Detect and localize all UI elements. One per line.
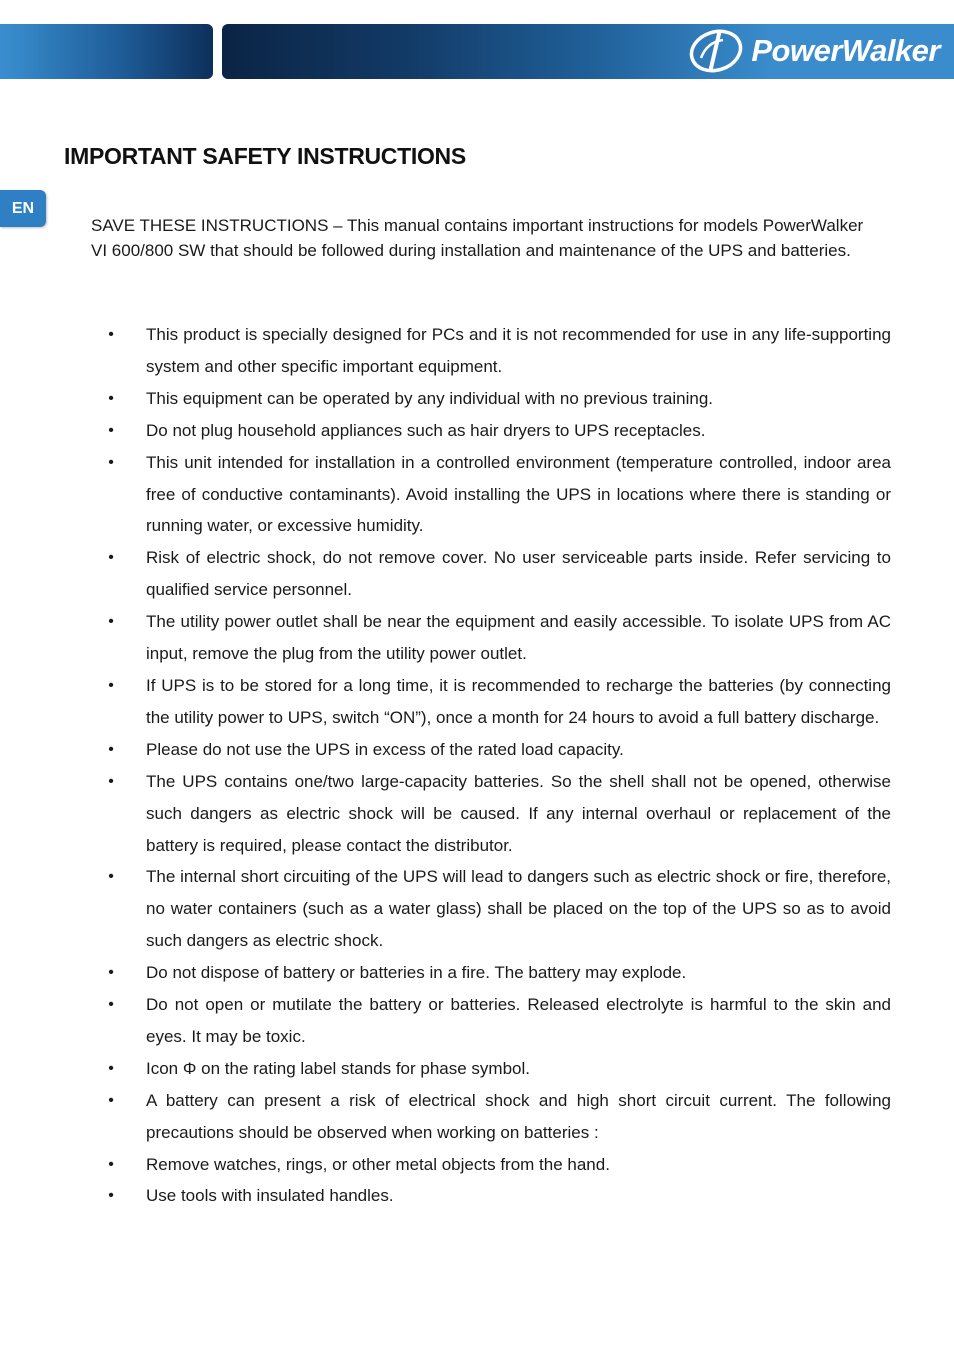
list-item-text: Icon Φ on the rating label stands for phase symbol. bbox=[146, 1058, 531, 1078]
list-item bbox=[91, 606, 891, 670]
bullet-icon: • bbox=[108, 613, 114, 631]
list-item bbox=[91, 861, 891, 957]
list-item bbox=[91, 447, 891, 543]
list-item-text: Please do not use the UPS in excess of the rated load capacity. bbox=[146, 739, 624, 759]
intro-paragraph: SAVE THESE INSTRUCTIONS – This manual contains important instructions for models PowerWalker VI 600/800 SW that should be followed during installation and maintenance of the UPS and batteries. bbox=[91, 216, 864, 260]
list-item bbox=[91, 1053, 891, 1085]
list-item-text: The internal short circuiting of the UPS will lead to dangers such as electric shock or fire, therefore, no water containers (such as a water glass) shall be placed on the top of the UPS so as to avoid such dangers as electric shock. bbox=[146, 867, 891, 951]
list-item-text: Do not dispose of battery or batteries in a fire. The battery may explode. bbox=[146, 963, 687, 983]
list-item-text: Do not plug household appliances such as hair dryers to UPS receptacles. bbox=[146, 420, 706, 440]
list-item bbox=[91, 415, 891, 447]
page-title: IMPORTANT SAFETY INSTRUCTIONS bbox=[64, 143, 466, 169]
list-item bbox=[91, 766, 891, 862]
bullet-icon: • bbox=[108, 326, 114, 343]
bullet-icon: • bbox=[108, 389, 114, 407]
list-item-text: Do not open or mutilate the battery or batteries. Released electrolyte is harmful to the skin and eyes. It may be toxic. bbox=[146, 995, 891, 1046]
bullet-icon: • bbox=[108, 772, 114, 790]
bullet-icon: • bbox=[108, 676, 114, 694]
list-item-text: Risk of electric shock, do not remove cover. No user serviceable parts inside. Refer servicing to qualified service personnel. bbox=[146, 548, 891, 600]
list-item-text: If UPS is to be stored for a long time, it is recommended to recharge the batteries (by connecting the utility power to UPS, switch “ON”), once a month for 24 hours to avoid a full battery discharge. bbox=[146, 675, 891, 727]
brand-logo bbox=[687, 26, 940, 76]
header-bar-left bbox=[0, 24, 213, 79]
list-item bbox=[91, 957, 891, 989]
bullet-icon: • bbox=[108, 453, 114, 471]
bullet-icon: • bbox=[108, 964, 114, 982]
list-item-text: The UPS contains one/two large-capacity batteries. So the shell shall not be opened, otherwise such dangers as electric shock will be caused. If any internal overhaul or replacement of the battery is required, please contact the distributor. bbox=[146, 771, 891, 855]
list-item bbox=[91, 1149, 891, 1181]
list-item bbox=[91, 542, 891, 606]
list-item bbox=[91, 1180, 891, 1212]
list-item-text: Use tools with insulated handles. bbox=[146, 1186, 394, 1206]
list-item-text: This equipment can be operated by any individual with no previous training. bbox=[146, 388, 714, 408]
brand-name: PowerWalker bbox=[751, 33, 940, 68]
list-item bbox=[91, 989, 891, 1053]
list-item-text: This unit intended for installation in a controlled environment (temperature controlled, indoor area free of conductive contaminants). Avoid installing the UPS in locations where there is standing or running water, or excessive humidity. bbox=[146, 452, 891, 536]
list-item-text: The utility power outlet shall be near the equipment and easily accessible. To isolate UPS from AC input, remove the plug from the utility power outlet. bbox=[146, 612, 891, 664]
list-item bbox=[91, 383, 891, 415]
bullet-icon: • bbox=[108, 549, 114, 567]
list-item-text: This product is specially designed for PCs and it is not recommended for use in any life-supporting system and other specific important equipment. bbox=[146, 325, 891, 376]
bullet-icon: • bbox=[108, 996, 114, 1014]
list-item bbox=[91, 734, 891, 766]
bullet-icon: • bbox=[108, 740, 114, 758]
list-item bbox=[91, 670, 891, 734]
list-item bbox=[91, 1085, 891, 1149]
list-item bbox=[91, 319, 891, 383]
powerwalker-logo-icon bbox=[687, 28, 745, 74]
safety-instructions-list bbox=[91, 319, 891, 1212]
list-item-text: A battery can present a risk of electrical shock and high short circuit current. The following precautions should be observed when working on batteries : bbox=[146, 1090, 891, 1142]
bullet-icon: • bbox=[108, 1091, 114, 1109]
bullet-icon: • bbox=[108, 421, 114, 439]
bullet-icon: • bbox=[108, 868, 114, 886]
language-tab-en[interactable]: EN bbox=[0, 190, 46, 227]
list-item-text: Remove watches, rings, or other metal objects from the hand. bbox=[146, 1154, 610, 1174]
bullet-icon: • bbox=[108, 1059, 114, 1077]
bullet-icon: • bbox=[108, 1155, 114, 1173]
bullet-icon: • bbox=[108, 1187, 114, 1205]
